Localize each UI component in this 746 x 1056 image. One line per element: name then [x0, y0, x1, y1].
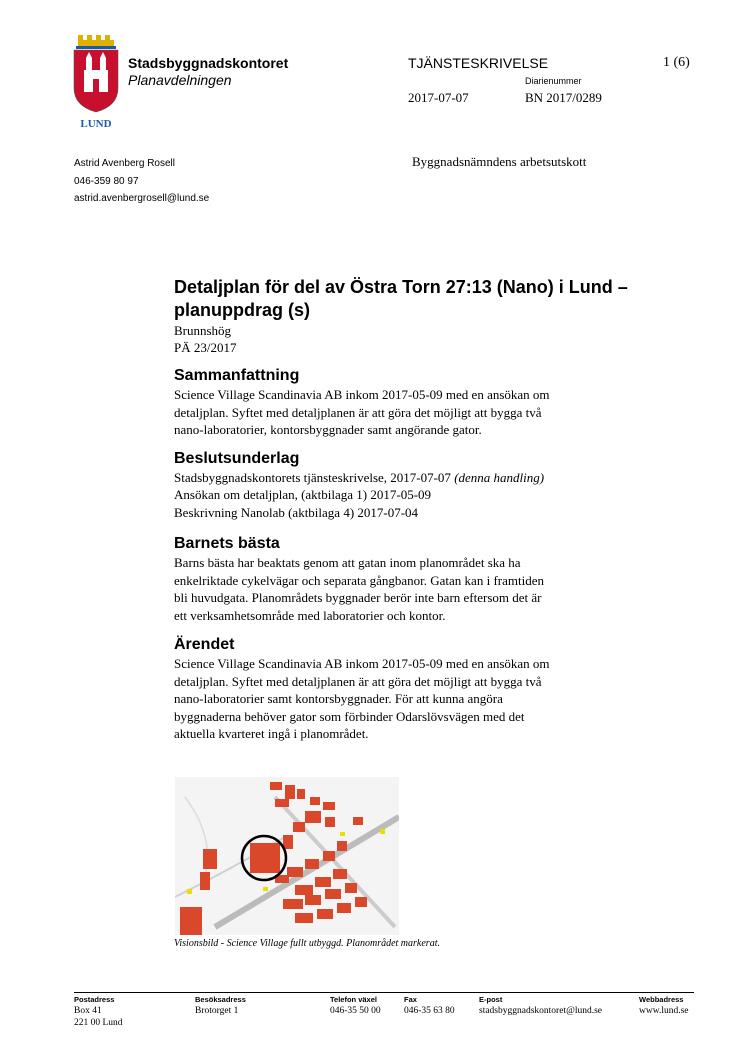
area-name: Brunnshög [174, 323, 232, 338]
footer-divider [74, 992, 694, 993]
paragraph-line: nano-laboratorier, kontorsbyggnader samt angörande gator. [174, 422, 482, 437]
paragraph-line: Barns bästa har beaktats genom att gatan inom planområdet ska ha [174, 555, 521, 570]
paragraph-line: detaljplan. Syftet med detaljplanen är att göra det möjligt att bygga två [174, 673, 542, 689]
reference-number: PÄ 23/2017 [174, 340, 237, 355]
section-heading-basis: Beslutsunderlag [174, 449, 300, 467]
vision-map-image [175, 777, 399, 935]
document-title [174, 276, 694, 322]
page-number: 1 (6) [663, 55, 690, 70]
paragraph-line: Science Village Scandinavia AB inkom 2017-05-09 med en ansökan om [174, 656, 550, 671]
paragraph-line: bli huvudgata. Planområdets byggnader berör inte barn eftersom det är [174, 590, 542, 605]
figure-caption: Visionsbild - Science Village fullt utbyggd. Planområdet markerat. [174, 938, 440, 949]
lund-coat-of-arms-logo [70, 34, 122, 130]
basis-item-note: (denna handling) [454, 469, 545, 485]
section-heading-matter: Ärendet [174, 636, 235, 653]
contact-email: astrid.avenbergrosell@lund.se [74, 193, 210, 204]
contact-name: Astrid Avenberg Rosell [74, 158, 175, 169]
recipient: Byggnadsnämndens arbetsutskott [412, 154, 587, 169]
paragraph-line: aktuella kvarteret ingå i planområdet. [174, 726, 369, 741]
paragraph-line: ett verksamhetsområde med laboratorier och kontor. [174, 607, 446, 623]
paragraph-line: enkelriktade cykelvägar och separata gångbanor. Gatan kan i framtiden [174, 572, 544, 588]
footer-email-value[interactable]: stadsbyggnadskontoret@lund.se [479, 1006, 602, 1016]
org-name: Stadsbyggnadskontoret [128, 55, 289, 71]
footer-visit-value: Brotorget 1 [195, 1006, 239, 1016]
footer-web-label: Webbadress [639, 995, 684, 1004]
paragraph-line: detaljplan. Syftet med detaljplanen är att göra det möjligt att bygga två [174, 404, 542, 420]
paragraph-line [174, 469, 694, 487]
footer-postal-line1: Box 41 [74, 1006, 102, 1016]
paragraph-line: Science Village Scandinavia AB inkom 2017-05-09 med en ansökan om [174, 387, 550, 402]
logo-text: LUND [80, 118, 112, 130]
diarie-number: BN 2017/0289 [525, 90, 602, 105]
contact-phone: 046-359 80 97 [74, 176, 139, 187]
basis-item: Stadsbyggnadskontorets tjänsteskrivelse, 2017-07-07 [174, 469, 451, 485]
footer-phone-label: Telefon växel [330, 995, 377, 1004]
paragraph-line: byggnaderna behöver gator som förbinder Odarslövsvägen med det [174, 708, 525, 724]
footer-email-label: E-post [479, 995, 503, 1004]
footer-fax-label: Fax [404, 995, 417, 1004]
document-type: TJÄNSTESKRIVELSE [408, 55, 549, 71]
diarie-label: Diarienummer [525, 76, 582, 86]
footer-postal-line2: 221 00 Lund [74, 1018, 123, 1028]
footer-phone-value: 046-35 50 00 [330, 1006, 381, 1016]
org-department: Planavdelningen [128, 72, 232, 88]
footer-postal-label: Postadress [74, 995, 115, 1004]
section-heading-summary: Sammanfattning [174, 367, 300, 384]
footer-web-value[interactable]: www.lund.se [639, 1006, 689, 1016]
footer-visit-label: Besöksadress [195, 995, 246, 1004]
document-body [174, 276, 694, 743]
title-line: Detaljplan för del av Östra Torn 27:13 (Nano) i Lund – [174, 277, 628, 297]
basis-item: Beskrivning Nanolab (aktbilaga 4) 2017-07-04 [174, 504, 419, 520]
basis-item: Ansökan om detaljplan, (aktbilaga 1) 2017-05-09 [174, 487, 432, 502]
footer-fax-value: 046-35 63 80 [404, 1006, 455, 1016]
paragraph-line: nano-laboratorier samt kontorsbyggnader. För att kunna angöra [174, 691, 503, 706]
section-heading-children: Barnets bästa [174, 535, 280, 552]
title-line: planuppdrag (s) [174, 300, 310, 320]
document-date: 2017-07-07 [408, 90, 469, 105]
